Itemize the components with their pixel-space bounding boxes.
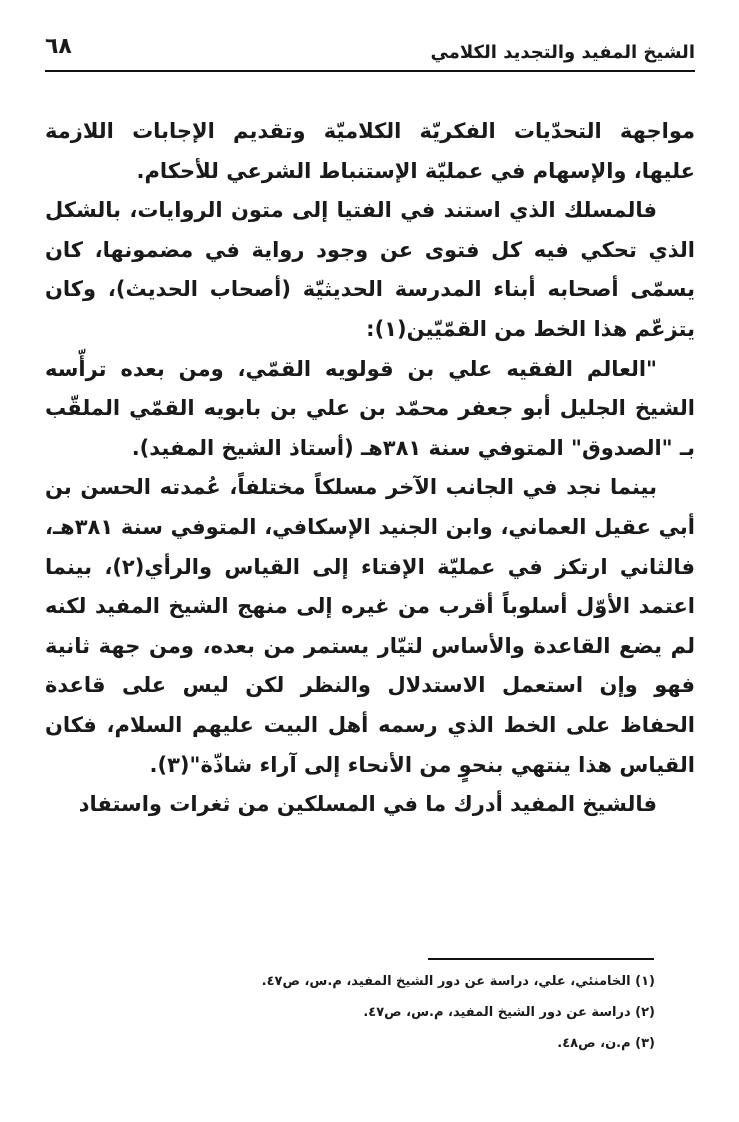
- footnote: (١) الخامنئي، علي، دراسة عن دور الشيخ المفيد، م.س، ص٤٧.: [261, 974, 655, 989]
- footnote-separator: [428, 958, 654, 960]
- header-rule: [45, 70, 695, 72]
- paragraph: فالشيخ المفيد أدرك ما في المسلكين من ثغرات واستفاد: [78, 792, 657, 817]
- page-number: ٦٨: [45, 34, 72, 59]
- paragraph: بينما نجد في الجانب الآخر مسلكاً مختلفاً، عُمدته الحسن بن أبي عقيل العماني، وابن الجنيد الإسكافي، المتوفي سنة ٣٨١هـ، فالثاني ارتكز في عمليّة الإفتاء إلى القياس والرأي(٢)، بينما اعتمد الأوّل أسلوباً أقرب من غيره إلى منهج الشيخ المفيد لكنه لم يضع القاعدة والأساس لتيّار يستمر من بعده، ومن جهة ثانية فهو وإن استعمل الاستدلال والنظر لكن ليس على قاعدة الحفاظ على الخط الذي رسمه أهل البيت عليهم السلام، فكان القياس هذا ينتهي بنحوٍ من الأنحاء إلى آراء شاذّة"(٣).: [45, 475, 695, 777]
- footnote: (٢) دراسة عن دور الشيخ المفيد، م.س، ص٤٧.: [363, 1005, 655, 1020]
- running-header: [45, 30, 695, 72]
- footnote: (٣) م.ن، ص٤٨.: [557, 1036, 655, 1051]
- footnotes: [45, 966, 655, 1059]
- running-title: الشيخ المفيد والتجديد الكلامي: [430, 42, 695, 63]
- paragraph: "العالم الفقيه علي بن قولويه القمّي، ومن بعده ترأّسه الشيخ الجليل أبو جعفر محمّد بن علي بن بابويه القمّي الملقّب بـ "الصدوق" المتوفي سنة ٣٨١هـ (أستاذ الشيخ المفيد).: [45, 356, 695, 460]
- paragraph: فالمسلك الذي استند في الفتيا إلى متون الروايات، بالشكل الذي تحكي فيه كل فتوى عن وجود رواية في مضمونها، كان يسمّى أصحابه أبناء المدرسة الحديثيّة (أصحاب الحديث)، وكان يتزعّم هذا الخط من القمّيّين(١):: [45, 198, 695, 341]
- paragraph: مواجهة التحدّيات الفكريّة الكلاميّة وتقديم الإجابات اللازمة عليها، والإسهام في عمليّة الإستنباط الشرعي للأحكام.: [45, 119, 695, 183]
- body-text: [45, 112, 695, 825]
